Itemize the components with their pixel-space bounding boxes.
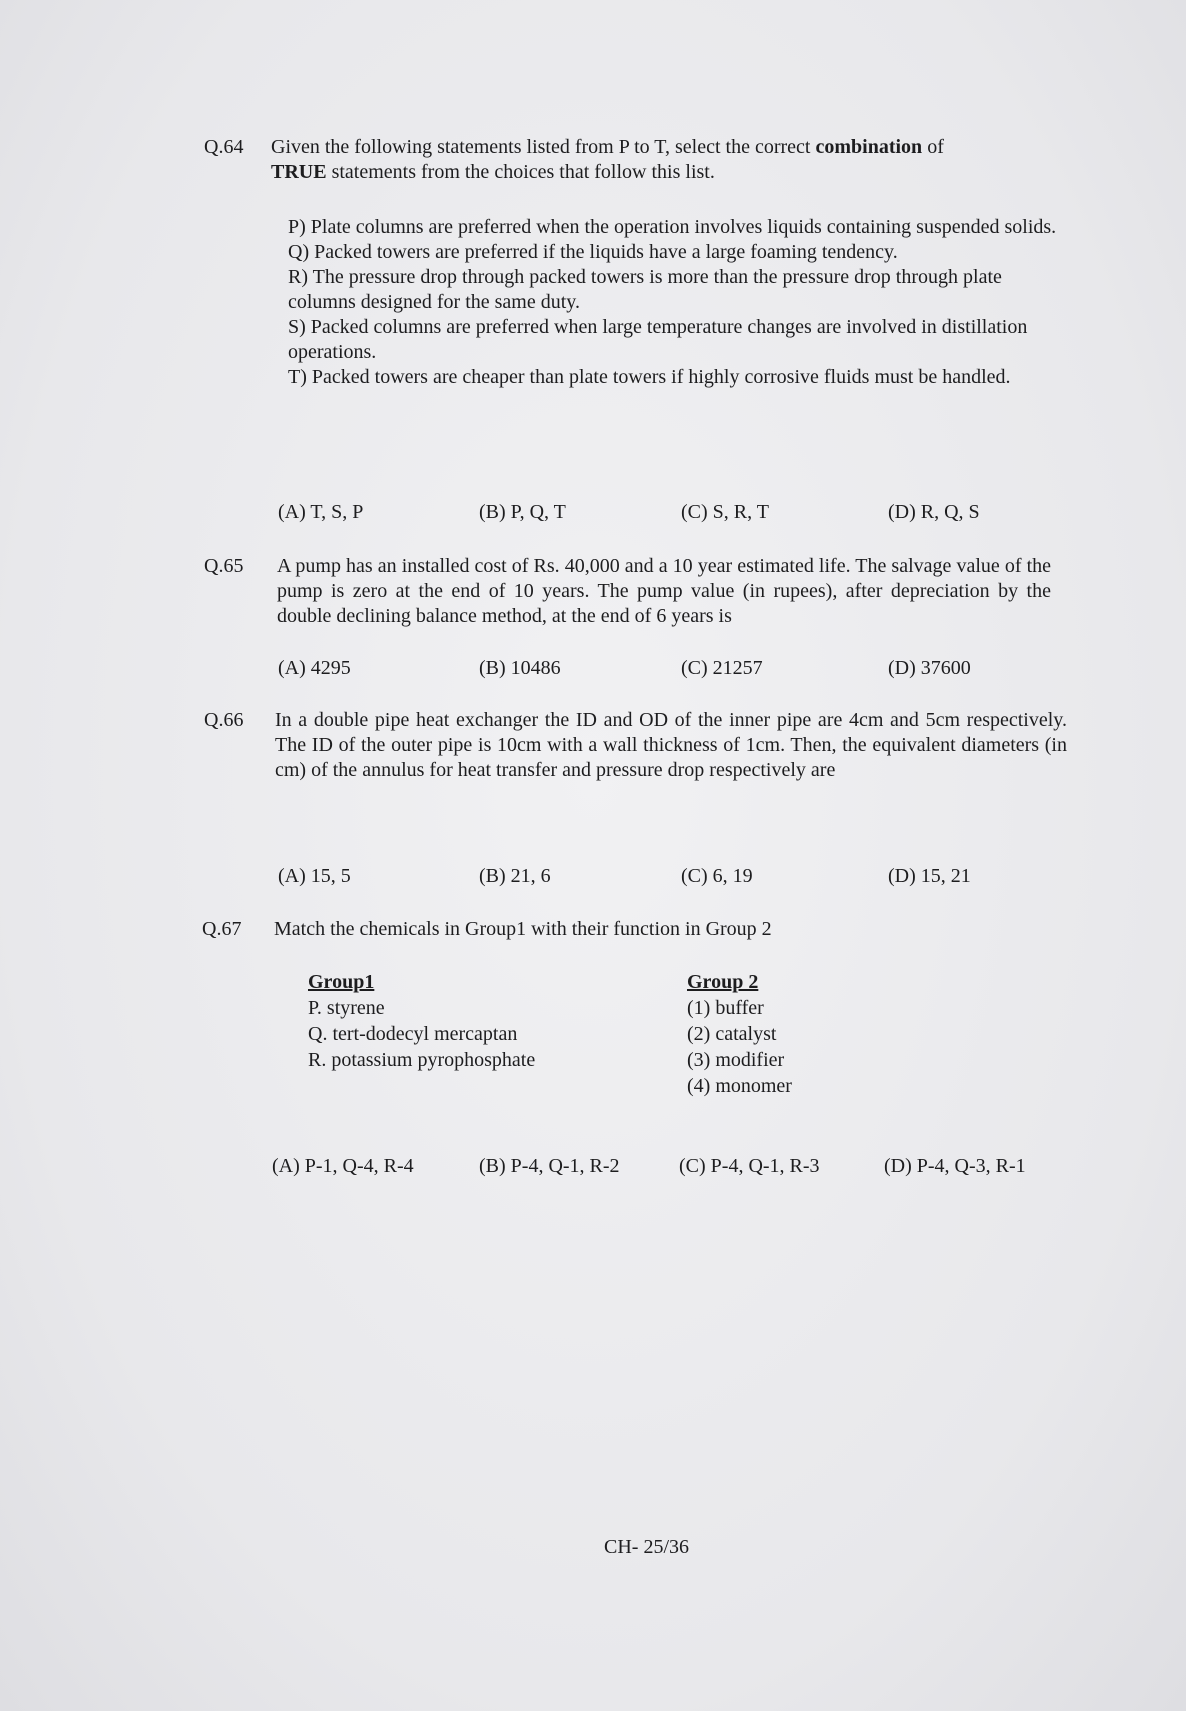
q66-option-d[interactable]: (D) 15, 21 [888, 865, 971, 887]
question-number-66: Q.66 [204, 709, 244, 731]
q67-option-d[interactable]: (D) P-4, Q-3, R-1 [884, 1155, 1026, 1177]
group2-item-2: (2) catalyst [687, 1023, 777, 1045]
q65-option-a[interactable]: (A) 4295 [278, 657, 351, 679]
group1-heading: Group1 [308, 971, 375, 993]
q65-option-c[interactable]: (C) 21257 [681, 657, 763, 679]
question-64-text-b: of [922, 136, 944, 158]
q64-option-b[interactable]: (B) P, Q, T [479, 501, 566, 523]
group1-item-p: P. styrene [308, 997, 385, 1019]
q65-option-b[interactable]: (B) 10486 [479, 657, 561, 679]
group2-item-1: (1) buffer [687, 997, 764, 1019]
question-number-67: Q.67 [202, 918, 242, 940]
group2-item-4: (4) monomer [687, 1075, 792, 1097]
question-number-65: Q.65 [204, 555, 244, 577]
group1-item-q: Q. tert-dodecyl mercaptan [308, 1023, 518, 1045]
q64-option-c[interactable]: (C) S, R, T [681, 501, 769, 523]
q67-option-c[interactable]: (C) P-4, Q-1, R-3 [679, 1155, 820, 1177]
group2-column [687, 969, 907, 1099]
statement-t: T) Packed towers are cheaper than plate towers if highly corrosive fluids must be handled. [288, 366, 1011, 388]
group2-heading: Group 2 [687, 971, 759, 993]
q65-option-d[interactable]: (D) 37600 [888, 657, 971, 679]
q66-option-a[interactable]: (A) 15, 5 [278, 865, 351, 887]
question-64-statement-list [288, 215, 1060, 390]
statement-p: P) Plate columns are preferred when the operation involves liquids containing suspended solids. [288, 216, 1057, 238]
question-64-text-c: statements from the choices that follow this list. [326, 161, 715, 183]
q64-option-d[interactable]: (D) R, Q, S [888, 501, 980, 523]
question-64-text-a: Given the following statements listed from P to T, select the correct [271, 136, 816, 158]
q67-option-a[interactable]: (A) P-1, Q-4, R-4 [272, 1155, 414, 1177]
q64-option-a[interactable]: (A) T, S, P [278, 501, 364, 523]
q66-option-c[interactable]: (C) 6, 19 [681, 865, 753, 887]
group1-item-r: R. potassium pyrophosphate [308, 1049, 536, 1071]
statement-r: R) The pressure drop through packed towers is more than the pressure drop through plate columns designed for the same duty. [288, 266, 1002, 313]
question-number-64: Q.64 [204, 136, 244, 158]
question-67-text: Match the chemicals in Group1 with their function in Group 2 [274, 918, 772, 940]
question-64-stem [271, 135, 1071, 185]
q67-option-b[interactable]: (B) P-4, Q-1, R-2 [479, 1155, 620, 1177]
group2-item-3: (3) modifier [687, 1049, 785, 1071]
question-64-bold-combination: combination [815, 136, 923, 158]
page-number-footer: CH- 25/36 [604, 1536, 689, 1558]
statement-q: Q) Packed towers are preferred if the liquids have a large foaming tendency. [288, 241, 898, 263]
question-65-text: A pump has an installed cost of Rs. 40,000 and a 10 year estimated life. The salvage value of the pump is zero at the end of 10 years. The pump value (in rupees), after depreciation by the double declining balance method, at the end of 6 years is [277, 555, 1051, 627]
q66-option-b[interactable]: (B) 21, 6 [479, 865, 551, 887]
statement-s: S) Packed columns are preferred when large temperature changes are involved in distillation operations. [288, 316, 1028, 363]
question-66-text: In a double pipe heat exchanger the ID and OD of the inner pipe are 4cm and 5cm respectively. The ID of the outer pipe is 10cm with a wall thickness of 1cm. Then, the equivalent diameters (in cm) of the annulus for heat transfer and pressure drop respectively are [275, 709, 1067, 781]
question-64-bold-true: TRUE [271, 161, 327, 183]
group1-column [308, 969, 638, 1073]
